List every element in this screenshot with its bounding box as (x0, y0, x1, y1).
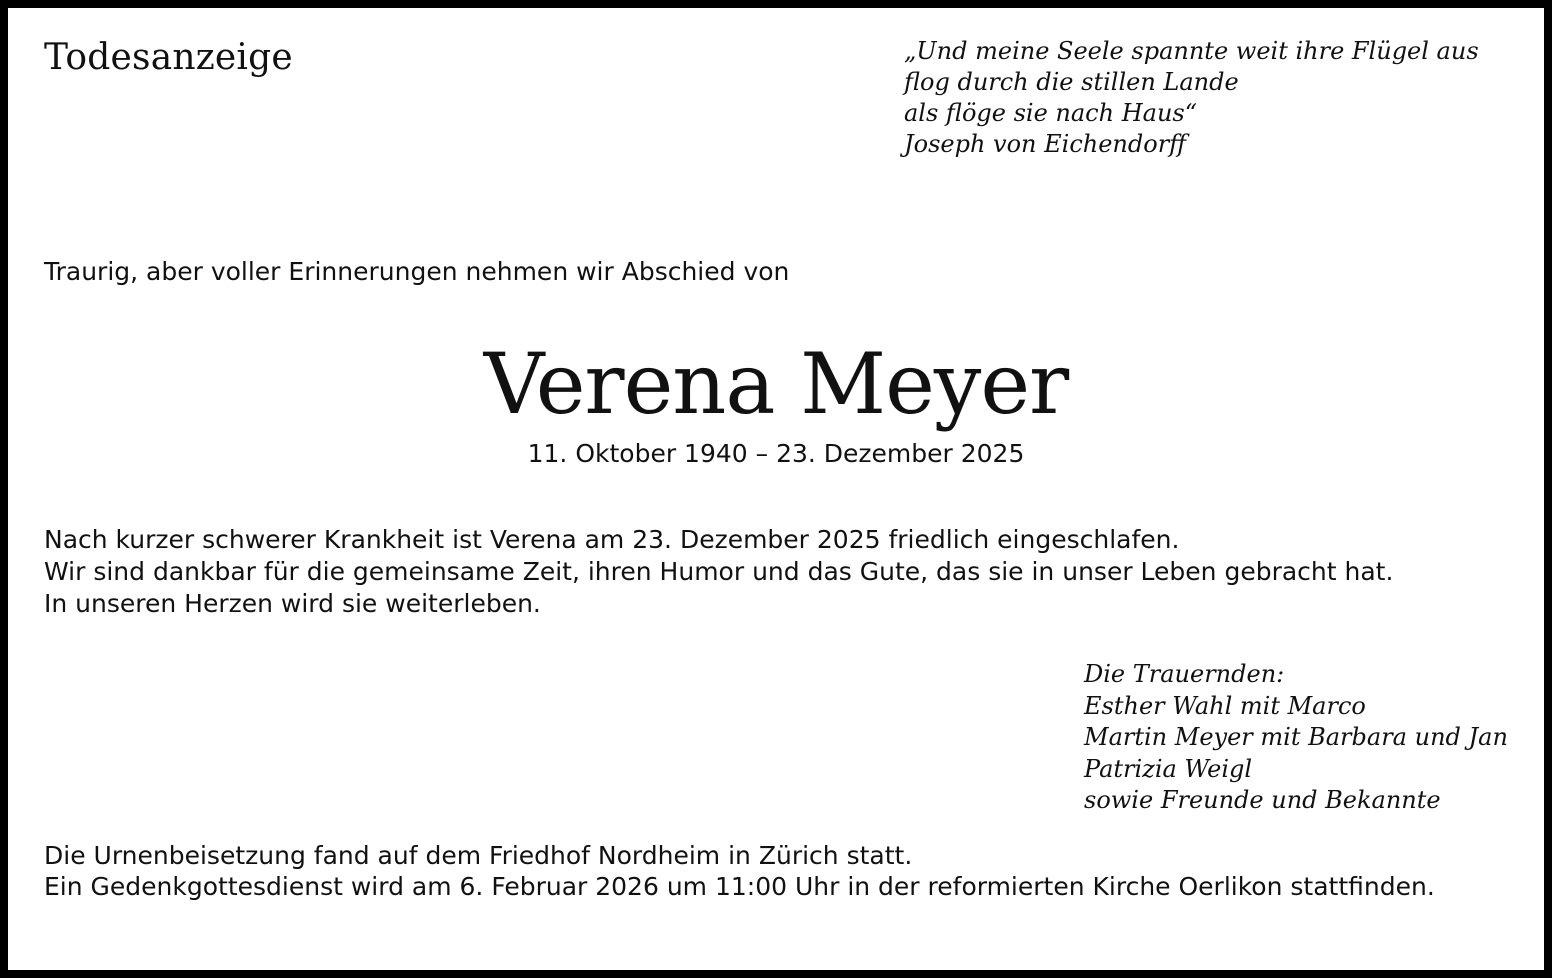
burial-info (44, 840, 1435, 902)
message-line: Wir sind dankbar für die gemeinsame Zeit, ihren Humor und das Gute, das sie in unser Leben gebracht hat. (44, 557, 1394, 586)
message-line: In unseren Herzen wird sie weiterleben. (44, 589, 541, 618)
mourner-entry: Patrizia Weigl (1084, 754, 1253, 783)
message-text (44, 524, 1393, 620)
mourners-heading: Die Trauernden: (1084, 660, 1285, 688)
message-line: Nach kurzer schwerer Krankheit ist Verena am 23. Dezember 2025 friedlich eingeschlafen. (44, 525, 1180, 554)
notice-heading: Todesanzeige (44, 37, 293, 78)
mourner-entry: sowie Freunde und Bekannte (1084, 786, 1441, 814)
quote-author: Joseph von Eichendorff (904, 130, 1187, 158)
mourner-entry: Esther Wahl mit Marco (1084, 691, 1366, 720)
life-dates: 11. Oktober 1940 – 23. Dezember 2025 (527, 439, 1025, 468)
memorial-service-line: Ein Gedenkgottesdienst wird am 6. Februar 2026 um 11:00 Uhr in der reformierten Kirche Oerlikon stattfinden. (44, 872, 1435, 901)
poem-quote (904, 36, 1479, 160)
burial-line: Die Urnenbeisetzung fand auf dem Friedhof Nordheim in Zürich statt. (44, 841, 913, 870)
intro-text: Traurig, aber voller Erinnerungen nehmen wir Abschied von (44, 257, 790, 286)
quote-line: „Und meine Seele spannte weit ihre Flügel aus (904, 37, 1479, 65)
mourners-list (1084, 659, 1508, 817)
deceased-name: Verena Meyer (483, 335, 1069, 433)
mourner-entry: Martin Meyer mit Barbara und Jan (1084, 723, 1508, 751)
quote-line: als flöge sie nach Haus“ (904, 99, 1197, 127)
quote-line: flog durch die stillen Lande (904, 68, 1239, 96)
